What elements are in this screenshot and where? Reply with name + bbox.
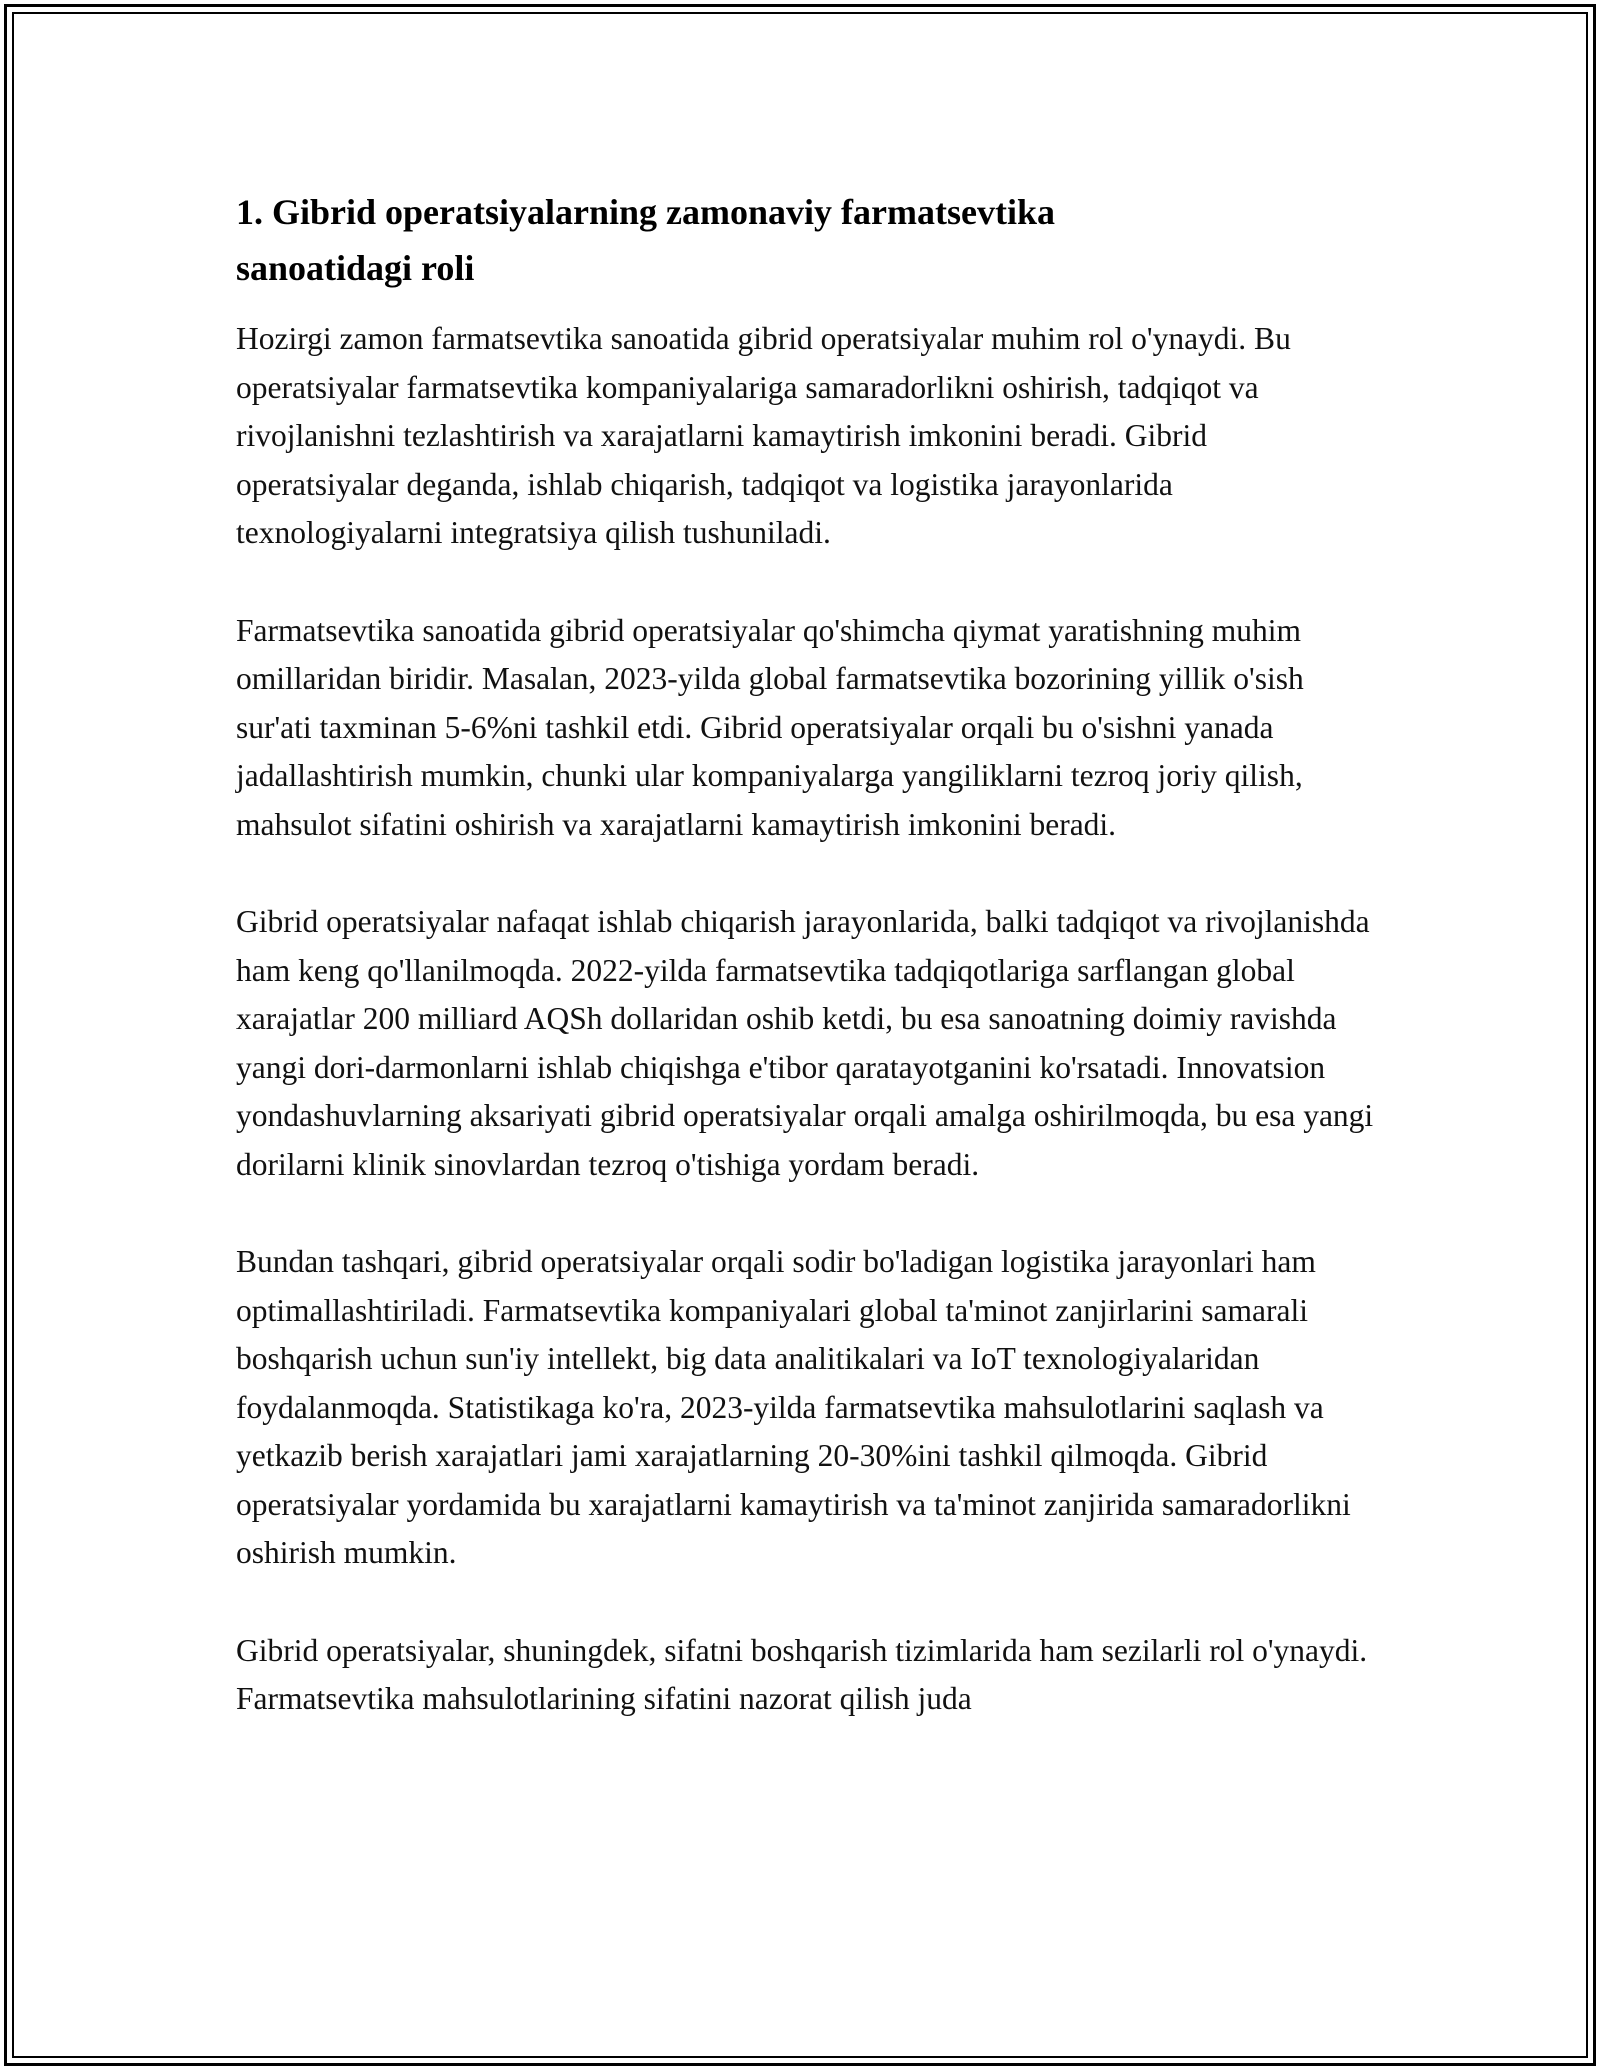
paragraph-1: Hozirgi zamon farmatsevtika sanoatida gibrid operatsiyalar muhim rol o'ynaydi. Bu operatsiyalar farmatsevtika kompaniyalariga samaradorlikni oshirish, tadqiqot va rivojlanishni tezlashtirish va xarajatlarni kamaytirish imkonini beradi. Gibrid operatsiyalar deganda, ishlab chiqarish, tadqiqot va logistika jarayonlarida texnologiyalarni integratsiya qilish tushuniladi. [236, 321, 1291, 550]
paragraph-2: Farmatsevtika sanoatida gibrid operatsiyalar qo'shimcha qiymat yaratishning muhim omillaridan biridir. Masalan, 2023-yilda global farmatsevtika bozorining yillik o'sish sur'ati taxminan 5-6%ni tashkil etdi. Gibrid operatsiyalar orqali bu o'sishni yanada jadallashtirish mumkin, chunki ular kompaniyalarga yangiliklarni tezroq joriy qilish, mahsulot sifatini oshirish va xarajatlarni kamaytirish imkonini beradi. [236, 612, 1304, 842]
paragraph-4: Bundan tashqari, gibrid operatsiyalar orqali sodir bo'ladigan logistika jarayonlari ham optimallashtiriladi. Farmatsevtika kompaniyalari global ta'minot zanjirlarini samarali boshqarish uchun sun'iy intellekt, big data analitikalari va IoT texnologiyalaridan foydalanmoqda. Statistikaga ko'ra, 2023-yilda farmatsevtika mahsulotlarini saqlash va yetkazib berish xarajatlari jami xarajatlarning 20-30%ini tashkil qilmoqda. Gibrid operatsiyalar yordamida bu xarajatlarni kamaytirish va ta'minot zanjirida samaradorlikni oshirish mumkin. [236, 1244, 1351, 1570]
section-heading: 1. Gibrid operatsiyalarning zamonaviy farmatsevtika sanoatidagi roli [236, 192, 1055, 288]
paragraph-3: Gibrid operatsiyalar nafaqat ishlab chiqarish jarayonlarida, balki tadqiqot va rivojlanishda ham keng qo'llanilmoqda. 2022-yilda farmatsevtika tadqiqotlariga sarflangan global xarajatlar 200 milliard AQSh dollaridan oshib ketdi, bu esa sanoatning doimiy ravishda yangi dori-darmonlarni ishlab chiqishga e'tibor qaratayotganini ko'rsatadi. Innovatsion yondashuvlarning aksariyati gibrid operatsiyalar orqali amalga oshirilmoqda, bu esa yangi dorilarni klinik sinovlardan tezroq o'tishiga yordam beradi. [236, 904, 1374, 1182]
document-body [236, 184, 1376, 1724]
paragraph-5: Gibrid operatsiyalar, shuningdek, sifatni boshqarish tizimlarida ham sezilarli rol o'ynaydi. Farmatsevtika mahsulotlarining sifatini nazorat qilish juda [236, 1632, 1368, 1716]
